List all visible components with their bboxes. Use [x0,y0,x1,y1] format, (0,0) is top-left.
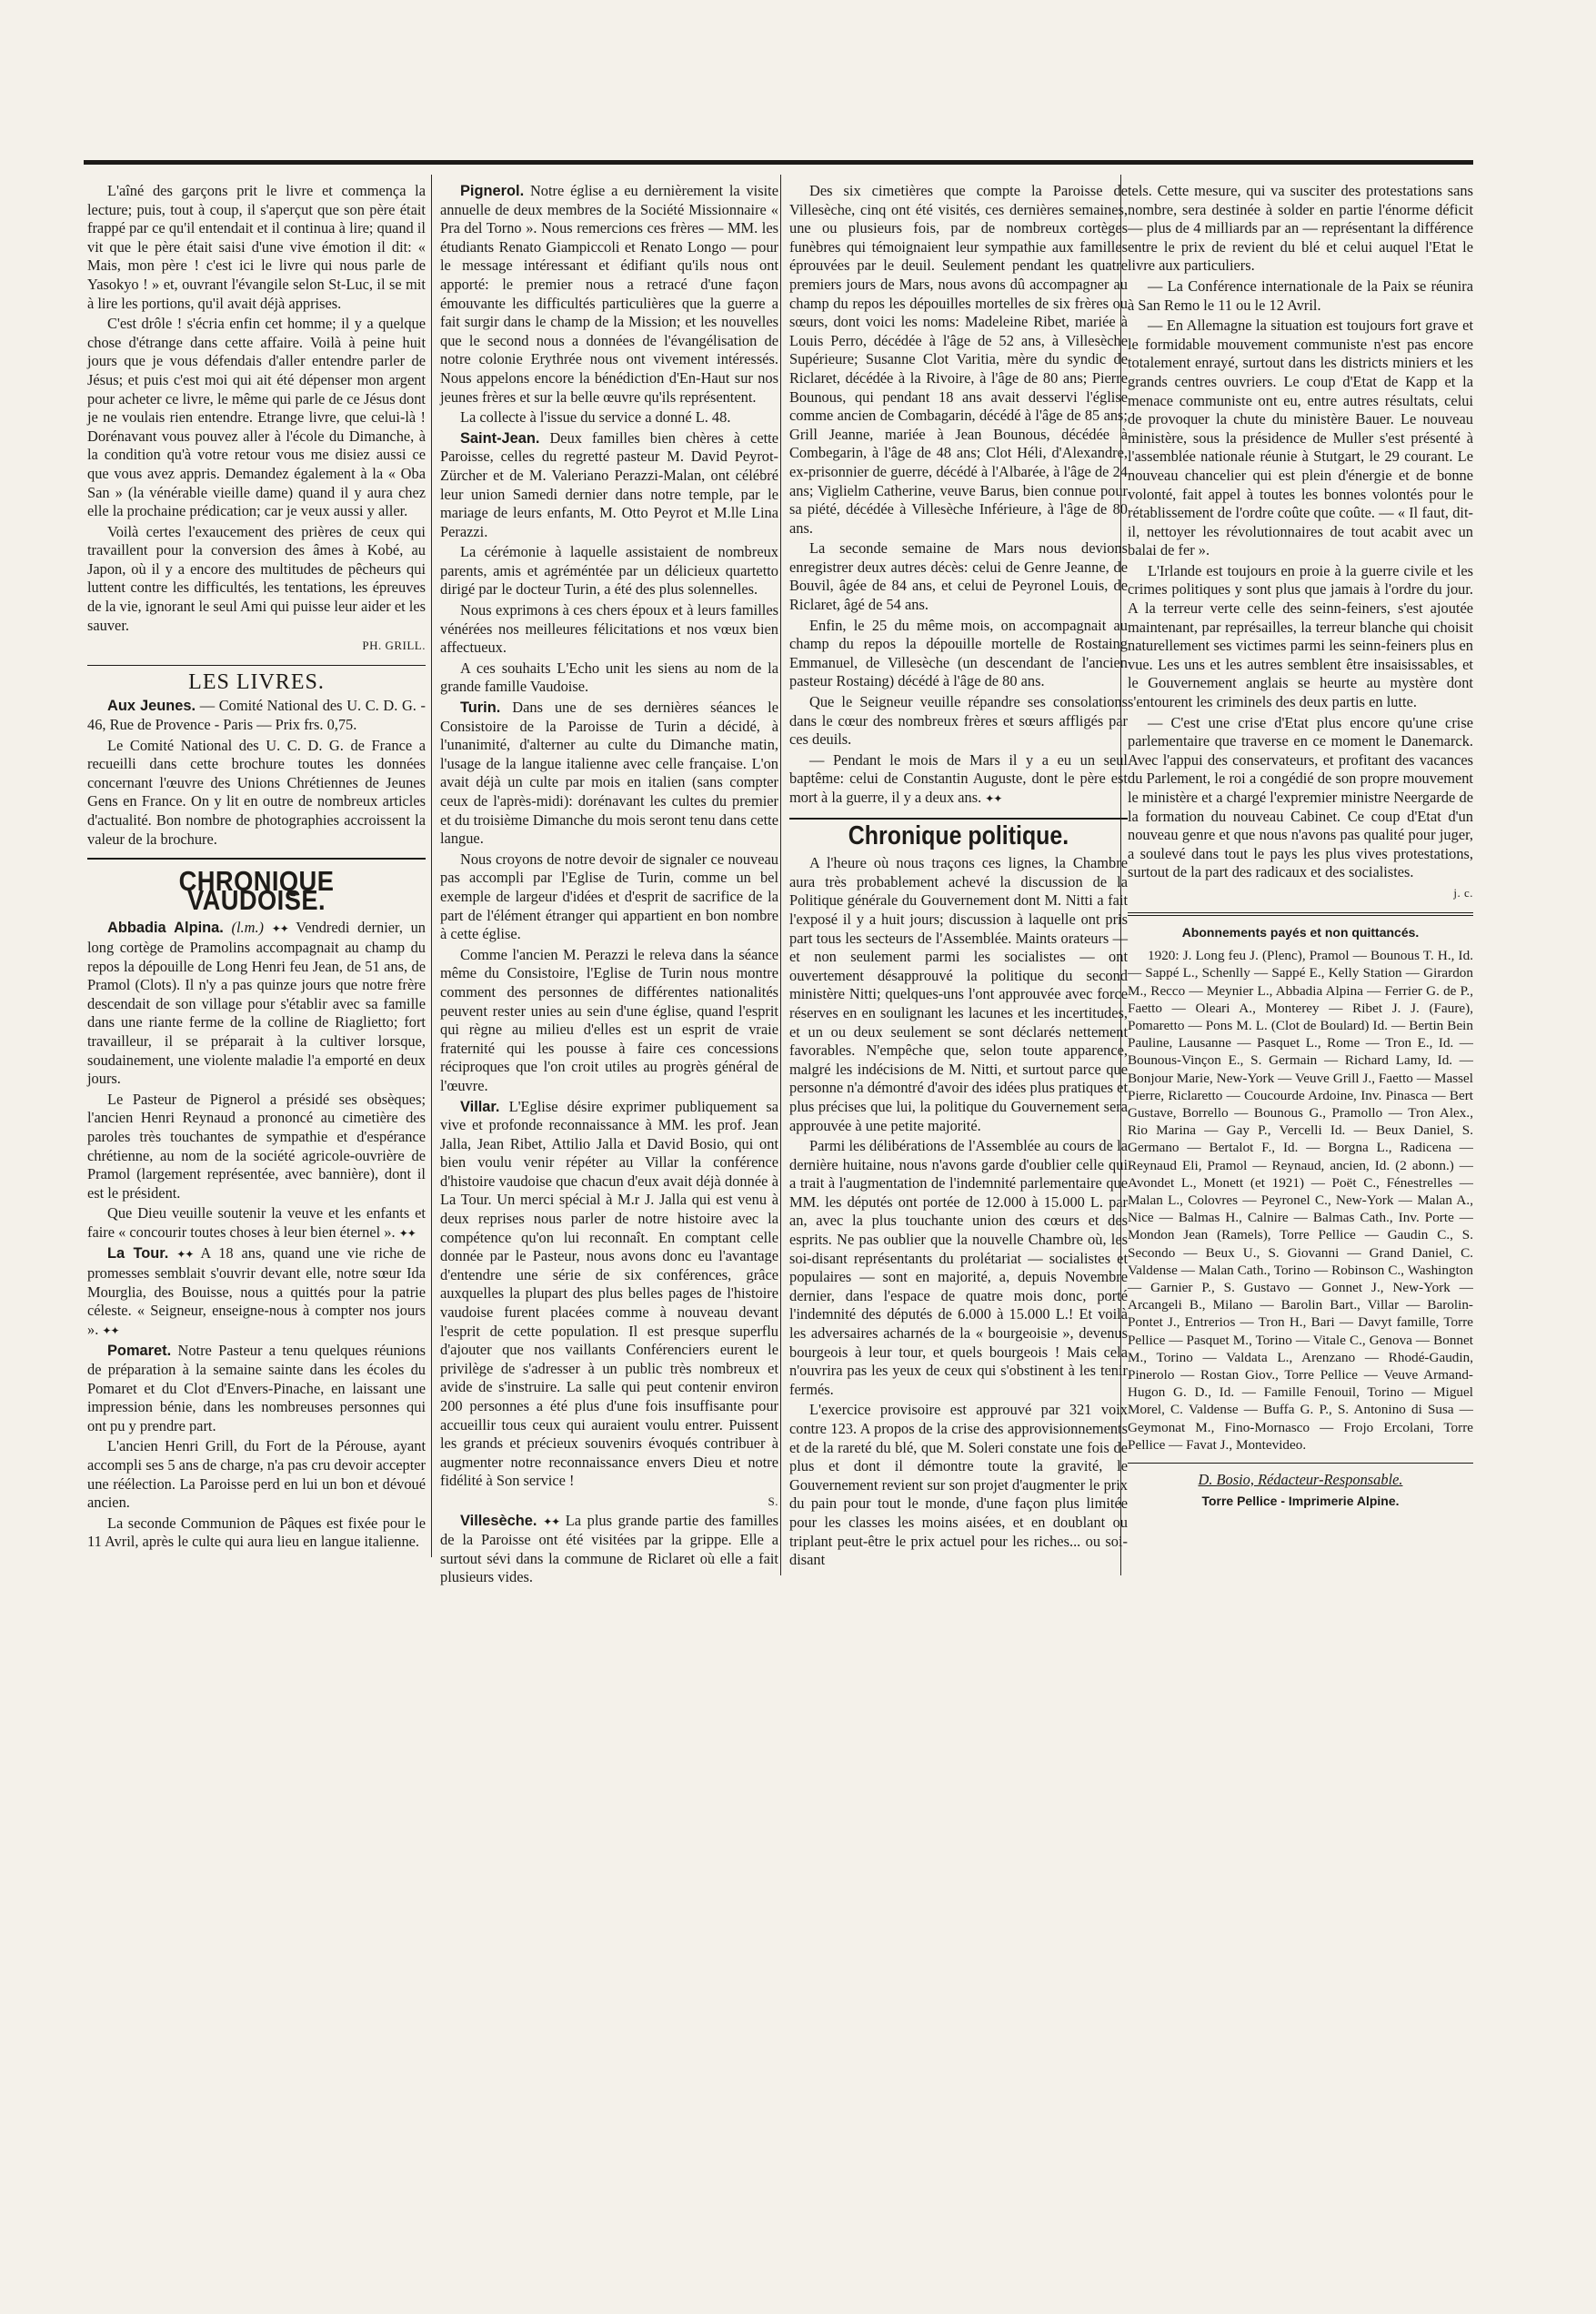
article-paragraph: C'est drôle ! s'écria enfin cet homme; il y a quelque chose d'étrange dans cette affaire. Voilà à peine huit jours que je vous défendais d'aller entendre parler de Jésus; et puis c'est moi qui ait été dépenser mon argent pour acheter ce livre, le même qui parle de ce Jésus dont je ne voulais rien entendre. Etrange livre, que celui-là ! Dorénavant vous pouvez aller à l'école du Dimanche, à la condition qu'à votre retour vous me disiez aussi ce que vous avez appris. Demandez également à la « Oba San » (la vénérable vieille dame) quand il y aura chez elle la prochaine prédication; car je veux aussi y aller. [87,315,426,520]
article-paragraph: L'Irlande est toujours en proie à la guerre civile et les crimes politiques y sont plus que jamais à l'ordre du jour. A la terreur verte celle des seinn-feiners, s'est ajoutée maintenant, par représailles, la terreur blanche qui choisit naturellement ses victimes parmi les seinn-feiners plus en vue. Les uns et les autres semblent être insaisissables, et le Gouvernement anglais se heurte au mystère dont s'entourent les criminels des deux partis en lutte. [1128,561,1473,711]
article-paragraph: Que le Seigneur veuille répandre ses consolations dans le cœur des nombreux frères et sœurs affligés par ces deuils. [789,693,1128,749]
parish-heading: Villar. [460,1098,500,1115]
editor-line [1128,1471,1473,1490]
book-details: — Comité National des U. C. D. G. - 46, Rue de Provence - Paris — Prix frs. 0,75. [87,697,426,734]
ornament-icon: ✦✦ [543,1514,560,1528]
section-title-livres: LES LIVRES. [188,669,325,694]
author-initials: (l.m.) [231,919,265,937]
parish-heading: Turin. [460,699,501,717]
section-title-chronique-vaudoise: CHRONIQUE VAUDOISE. [178,865,335,916]
article-paragraph: La collecte à l'issue du service a donné L. 48. [460,408,731,427]
parish-heading: Pignerol. [460,183,525,199]
author-signature: j. c. [1453,885,1473,900]
article-text: — Pendant le mois de Mars il y a eu un seul baptême: celui de Constantin Auguste, dont le père est mort à la guerre, il y a deux ans. [789,750,1128,806]
article-paragraph: Nous croyons de notre devoir de signaler ce nouveau pas accompli par l'Eglise de Turin, comme un bel exemple de largeur d'idées et d'esprit de sacrifice de la part de l'élément étranger qui appartient en bon nombre à cette église. [440,850,778,943]
article-paragraph: La cérémonie à laquelle assistaient de nombreux parents, amis et agréméntée par un délicieux quartetto dirigé par le docteur Turin, a été des plus solennelles. [440,543,778,599]
parish-heading: La Tour. [107,1245,169,1263]
article-text: Dans une de ses dernières séances le Consistoire de la Paroisse de Turin a décidé, à l'unanimité, d'alterner au culte du Dimanche matin, l'usage de la langue italienne avec celle française. L'on avait déjà un culte par mois en italien (sans compter ceux de l'après-midi): dorénavant les cultes du premier et du troisième Dimanche du mois seront tenu dans cette langue. [440,699,778,848]
section-title-chronique-politique: Chronique politique. [848,820,1069,850]
article-paragraph: Des six cimetières que compte la Paroisse de Villesèche, cinq ont été visités, ces dernières semaines, une ou plusieurs fois, par de nombreux cortèges funèbres qui témoignaient leur sympathie aux familles éprouvées par le deuil. Seulement pendant les quatre premiers jours de Mars, nous avons dû accompagner au champ du repos les dépouilles mortelles de six frères ou sœurs, dont voici les noms: Madeleine Ribet, mariée à Louis Perro, décédée à l'âge de 52 ans, à Villesèche Supérieure; Susanne Clot Varitia, mère du syndic de Riclaret, décédée à la Rivoire, à l'âge de 80 ans; Pierre Bounous, qui pendant 18 ans avait desservi l'église comme ancien de Combagarin, décédé à l'âge de 85 ans; Grill Jeanne, mariée à Jean Bounous, décédée à Combegarin, à l'âge de 48 ans; Clot Héli, d'Alexandre, ex-prisonnier de guerre, décédé à l'Albarée, à l'âge de 24 ans; Viglielm Catherine, veuve Barus, bien connue pour sa piété, décédée à Villesèche Inférieure, à l'âge de 80 ans. [789,182,1128,537]
author-signature: PH. GRILL. [362,639,426,653]
subscriptions-title: Abonnements payés et non quittancés. [1181,924,1420,940]
article-paragraph: Voilà certes l'exaucement des prières de ceux qui travaillent pour la conversion des âmes à Kobé, au Japon, où il y a encore des multitudes de pêcheurs qui luttent contre les difficultés, les tentations, les épreuves de la vie, ignorant le seul Ami qui puisse leur aider et les sauver. [87,522,426,634]
article-text: Notre église a eu dernièrement la visite annuelle de deux membres de la Société Missionnaire « Pra del Torno ». Nous remercions ces frères — MM. les étudiants Renato Giampiccoli et Renato Longo — pour le message intéressant et édifiant qu'ils nous ont apporté: le premier nous a retracé d'une façon émouvante les difficultés particulières que la guerre a fait surgir dans le champ de la Mission; et les nouvelles que le second nous a données de l'évangélisation de notre colonie Erythrée nous ont vivement intéressés. Nous appelons encore la bénédiction d'En-Haut sur nos jeunes frères et sur la belle œuvre qu'ils représentent. [440,182,778,406]
top-rule [84,160,1473,165]
column-1 [87,182,426,1554]
column-divider [431,175,432,1557]
article-text: L'Eglise désire exprimer publiquement sa vive et profonde reconnaissance à MM. les prof. Jean Jalla, Jean Ribet, Attilio Jalla et David Bosio, qui ont bien voulu venir répéter au Villar la conférence d'histoire vaudoise que chacun d'eux avait déjà donnée à La Tour. Un merci spécial à M.r J. Jalla qui est venu à deux reprises nous parler de notre histoire avec la compétence qu'on lui reconnaît. En comptant celle donnée par le Pasteur, nous avons donc eu l'avantage d'entendre une série de six conférences, grâce auxquelles la plupart des plus belles pages de l'histoire vaudoise furent placées comme à nouveau devant l'esprit de cette population. Il est presque superflu d'ajouter que nos vaillants Conférenciers eurent le privilège de s'adresser à un public très nombreux et avide de s'instruire. La salle qui peut contenir environ 200 personnes a été plus d'une fois insuffisante pour accueillir tous ceux qui auraient voulu entrer. Puissent les grands et précieux souvenirs évoqués contribuer à augmenter notre reconnaissance envers Dieu et notre fidélité à Son service ! [440,1097,778,1490]
article-paragraph: L'exercice provisoire est approuvé par 321 voix contre 123. A propos de la crise des approvisionnements et de la rareté du blé, que M. Soleri constate une fois de plus et dont il démontre toute la gravité, le Gouvernement revient sur son projet d'augmenter le prix du pain pour tout le monde, d'une façon plus limitée pour les classes les moins aisées, et en doublant ou triplant peut-être le prix actuel pour les riches... ou soi-disant [789,1401,1128,1569]
article-paragraph: L'ancien Henri Grill, du Fort de la Pérouse, ayant accompli ses 5 ans de charge, n'a pas cru devoir accepter une réélection. La Paroisse perd en lui un bon et dévoué ancien. [87,1437,426,1512]
printer-line: Torre Pellice - Imprimerie Alpine. [1201,1493,1400,1508]
article-paragraph: La seconde semaine de Mars nous devions enregistrer deux autres décès: celui de Genre Jeanne, de Bouvil, âgée de 84 ans, et celui de Peyronel Louis, de Riclaret, âgé de 54 ans. [789,539,1128,614]
ornament-icon: ✦✦ [102,1323,119,1337]
article-text: Que Dieu veuille soutenir la veuve et les enfants et faire « concourir toutes choses à leur bien éternel ». [87,1204,426,1241]
section-divider [1128,912,1473,916]
article-paragraph: A ces souhaits L'Echo unit les siens au nom de la grande famille Vaudoise. [440,659,778,696]
article-paragraph: A l'heure où nous traçons ces lignes, la Chambre aura très probablement achevé la discussion de la Politique générale du Gouvernement dont M. Nitti a fait l'exposé il y a huit jours; discussion à laquelle ont pris part tous les secteurs de l'Assemblée. Maints orateurs — et non seulement parmi les socialistes — ont ouvertement désapprouvé la politique du second ministère Nitti; quelques-uns l'ont approuvée avec force réserves en en soulignant les lacunes et les incertitudes, et un ou deux seulement se sont déclarés nettement favorables. N'empêche que, selon toute apparence, malgré les indécisions de M. Nitti, et surtout parce que personne n'a démontré d'avoir des idées plus pratiques et plus précises que lui, la politique du Gouvernement sera approuvée à une petite majorité. [789,854,1128,1134]
section-divider [87,858,426,860]
column-4 [1128,182,1473,1510]
author-signature: S. [768,1494,778,1508]
ornament-icon: ✦✦ [271,922,288,936]
column-divider [780,175,781,1575]
parish-heading: Villesèche. [460,1512,537,1529]
column-3 [789,182,1128,1572]
article-paragraph: Le Comité National des U. C. D. G. de France a recueilli dans cette brochure toutes les données concernant l'œuvre des Unions Chrétiennes de Jeunes Gens en France. On y lit en outre de nombreux articles d'actualité. Bon nombre de photographies accroissent la valeur de la brochure. [87,736,426,848]
article-paragraph: tels. Cette mesure, qui va susciter des protestations sans nombre, sera destinée à solder en partie l'énorme déficit — plus de 4 milliards par an — représentant la différence entre le prix de revient du blé et celui auquel l'Etat le livre aux particuliers. [1128,182,1473,275]
parish-heading: Pomaret. [107,1343,172,1360]
article-paragraph: Enfin, le 25 du même mois, on accompagnait au champ du repos la dépouille mortelle de Rostaing Emmanuel, de Villesèche (un descendant de l'ancien pasteur Rostaing) décédé à l'âge de 80 ans. [789,616,1128,690]
article-paragraph: Comme l'ancien M. Perazzi le releva dans la séance même du Consistoire, l'Eglise de Turin nous montre comment des personnes de différentes nationalités peuvent rester unies au sein d'une église, quand l'esprit qui règne au milieu d'elles est un esprit de vraie fraternité qui les pousse à faire ces concessions réciproques que l'on croit utiles au progrès général de l'œuvre. [440,945,778,1094]
column-2 [440,182,778,1589]
section-divider [87,665,426,666]
article-paragraph: — C'est une crise d'Etat plus encore qu'une crise parlementaire que traverse en ce moment le Danemarck. Avec l'appui des conservateurs, et profitant des vacances du Parlement, le roi a congédié de son propre mouvement le ministère et a chargé l'expremier ministre Neergarde de la formation du nouveau Cabinet. Ce coup d'Etat d'un nouveau genre et que nous n'avons pas qualité pour juger, a soulevé dans tout le pays les plus vives protestations, surtout de la part des radicaux et des socialistes. [1128,713,1473,881]
parish-heading: Saint-Jean. [460,429,540,447]
subscriptions-list: 1920: J. Long feu J. (Plenc), Pramol — Bounous T. H., Id. — Sappé L., Schenlly — Sappé E., Kelly Station — Girardon M., Recco — Meynier L., Abbadia Alpina — Ferrier G. de P., Faetto — Oleari A., Monterey — Ribet J. J. (Faure), Pomaretto — Pons M. L. (Clot de Boulard) Id. — Bertin Bein Pauline, Lausanne — Pasquet L., Rome — Tron E., Id. — Bounous-Vinçon E., S. Germain — Richard Lamy, Id. — Bonjour Marie, New-York — Veuve Grill J., Faetto — Massel Pierre, Riclaretto — Coucourde Ardoine, Inv. Pinasca — Bert Gustave, Borrello — Bounous G., Pramollo — Tron Alex., Rio Marina — Gay P., Vercelli Id. — Beux Daniel, S. Germano — Bertalot F., Id. — Borgna L., Radicena — Reynaud Eli, Pramol — Reynaud, ancien, Id. (2 abonn.) — Avondet L., Monett (et 1921) — Poët C., Fénestrelles — Malan L., Colovres — Peyronel C., New-York — Malan A., Nice — Balmas H., Calnire — Balmas Cath., Inv. Porte — Mondon Jean (Ramels), Torre Pellice — Gaudin C., S. Secondo — Beux U., S. Giovanni — Grand Daniel, C. Valdense — Malan Cath., Torino — Robinson C., Washington — Garnier P., S. Gustavo — Gonnet J., New-York — Arcangeli B., Milano — Barolin Bart., Villar — Barolin-Pontet J., Entrerios — Tron H., Bari — Davyt famille, Torre Pellice — Pasquet M., Torino — Vitale C., Genova — Bonnet M., Torino — Valdata L., Arenzano — Rhodé-Gaudin, Pinerolo — Rostan Giov., Torre Pellice — Veuve Armand-Hugon G. D., Id. — Famille Fenouil, Torino — Miguel Morel, C. Valdense — Buffa G. P., S. Antonino di Susa — Geymonat M., Fino-Mornasco — Frojo Ercolani, Torre Pellice — Favat J., Montevideo. [1128,948,1473,1453]
article-paragraph: Le Pasteur de Pignerol a présidé ses obsèques; l'ancien Henri Reynaud a prononcé au cimetière des paroles très touchantes de sympathie et d'espérance chrétienne, au nom de la société agricole-ouvrière de Pramol (largement représentée, avec bannière), dont il est le président. [87,1090,426,1202]
ornament-icon: ✦✦ [985,792,1002,805]
parish-heading: Abbadia Alpina. [107,920,224,937]
section-divider [789,818,1128,820]
article-paragraph: — En Allemagne la situation est toujours fort grave et le formidable mouvement communiste n'est pas encore totalement enrayé, surtout dans les districts miniers et les grands centres ouvriers. Le coup d'Etat de Kapp et la menace communiste ont eu, entre autres résultats, celui de provoquer la chute du ministère Bauer. Le nouveau ministère, sous la présidence de Muller s'est présenté à l'assemblée nationale réunie à Stutgart, le 29 courant. Le nouveau chancelier qui est plein d'énergie et de bonne volonté, fait appel à toutes les bonnes volontés pour le rétablissement de l'ordre coûte que coûte. — « Il faut, dit-il, nettoyer les révolutionnaires de tout acabit avec un balai de fer ». [1128,317,1473,559]
article-text: La plus grande partie des familles de la Paroisse ont été visitées par la grippe. Elle a surtout sévi dans la commune de Riclaret où elle a fait plusieurs vides. [440,1511,778,1586]
article-paragraph: — La Conférence internationale de la Paix se réunira à San Remo le 11 ou le 12 Avril. [1128,277,1473,314]
ornament-icon: ✦✦ [398,1226,416,1240]
article-text: Notre Pasteur a tenu quelques réunions de préparation à la semaine sainte dans les écoles du Pomaret et du Clot d'Envers-Pinache, en laissant une impression bénie, dans les nombreuses personnes qui ont pu y prendre part. [87,1342,427,1434]
article-text: A 18 ans, quand une vie riche de promesses semblait s'ouvrir devant elle, notre sœur Ida Mourglia, des Bouisse, nous a quittés pour la patrie céleste. « Seigneur, enseigne-nous à compter nos jours ». [87,1244,426,1338]
article-paragraph: Nous exprimons à ces chers époux et à leurs familles vénérées nos meilleures félicitations et nos vœux bien affectueux. [440,601,778,657]
article-text: Vendredi dernier, un long cortège de Pramolins accompagnait au champ du repos la dépouille de Long Henri feu Jean, de 51 ans, de Pramol (Clots). Il n'y a pas quinze jours que notre frère descendait de son village pour s'établir avec sa famille dans une riante ferme de la colline de Riaglietto; fort travailleur, il se préparait à la cultiver lorsque, soudainement, une violente maladie l'a emporté en deux jours. [87,919,426,1088]
editor-name: D. Bosio, Rédacteur-Responsable. [1198,1471,1403,1489]
section-divider [1128,1463,1473,1464]
article-paragraph: La seconde Communion de Pâques est fixée pour le 11 Avril, après le culte qui aura lieu en langue italienne. [87,1514,426,1551]
book-title: Aux Jeunes. [107,698,196,715]
article-paragraph: Parmi les délibérations de l'Assemblée au cours de la dernière huitaine, nous n'avons garde d'oublier celle qui a trait à l'augmentation de l'indemnité parlementaire que MM. les députés ont portée de 12.000 à 15.000 L. par an, avec la plus touchante union des cœurs et des esprits. Ne pas oublier que la nouvelle Chambre où, les soi-disant représentants du prolétariat — socialistes et populaires — sont en majorité, a, depuis Novembre dernier, dans l'espace de quatre mois donc, porté l'indemnité des députés de 6.000 à 15.000 L.! Et voilà les adversaires acharnés de la « bourgeoisie », devenus bourgeois à leur tour, et quels bourgeois ! Mais cela n'ouvrira pas les yeux de ceux qui s'obstinent à les tenir fermés. [789,1137,1128,1398]
ornament-icon: ✦✦ [176,1248,194,1262]
article-paragraph: L'aîné des garçons prit le livre et commença la lecture; puis, tout à coup, il s'aperçut que son père était frappé par ce qu'il entendait et il continua à lire; quand il vit que le père était saisi d'une vive émotion il dit: « Mais, mon père ! c'est ici le livre qui nous parle de Yasokyo ! » et, ouvrant l'évangile selon St-Luc, il se mit à lire les portions, qu'il avait déjà apprises. [87,182,426,312]
article-text: Deux familles bien chères à cette Paroisse, celles du regretté pasteur M. David Peyrot-Zürcher et de M. Valeriano Perazzi-Malan, ont célébré leur union Samedi dernier dans notre temple, par le mariage de leurs enfants, M. Otto Peyrot et M.lle Lina Perazzi. [440,428,778,540]
